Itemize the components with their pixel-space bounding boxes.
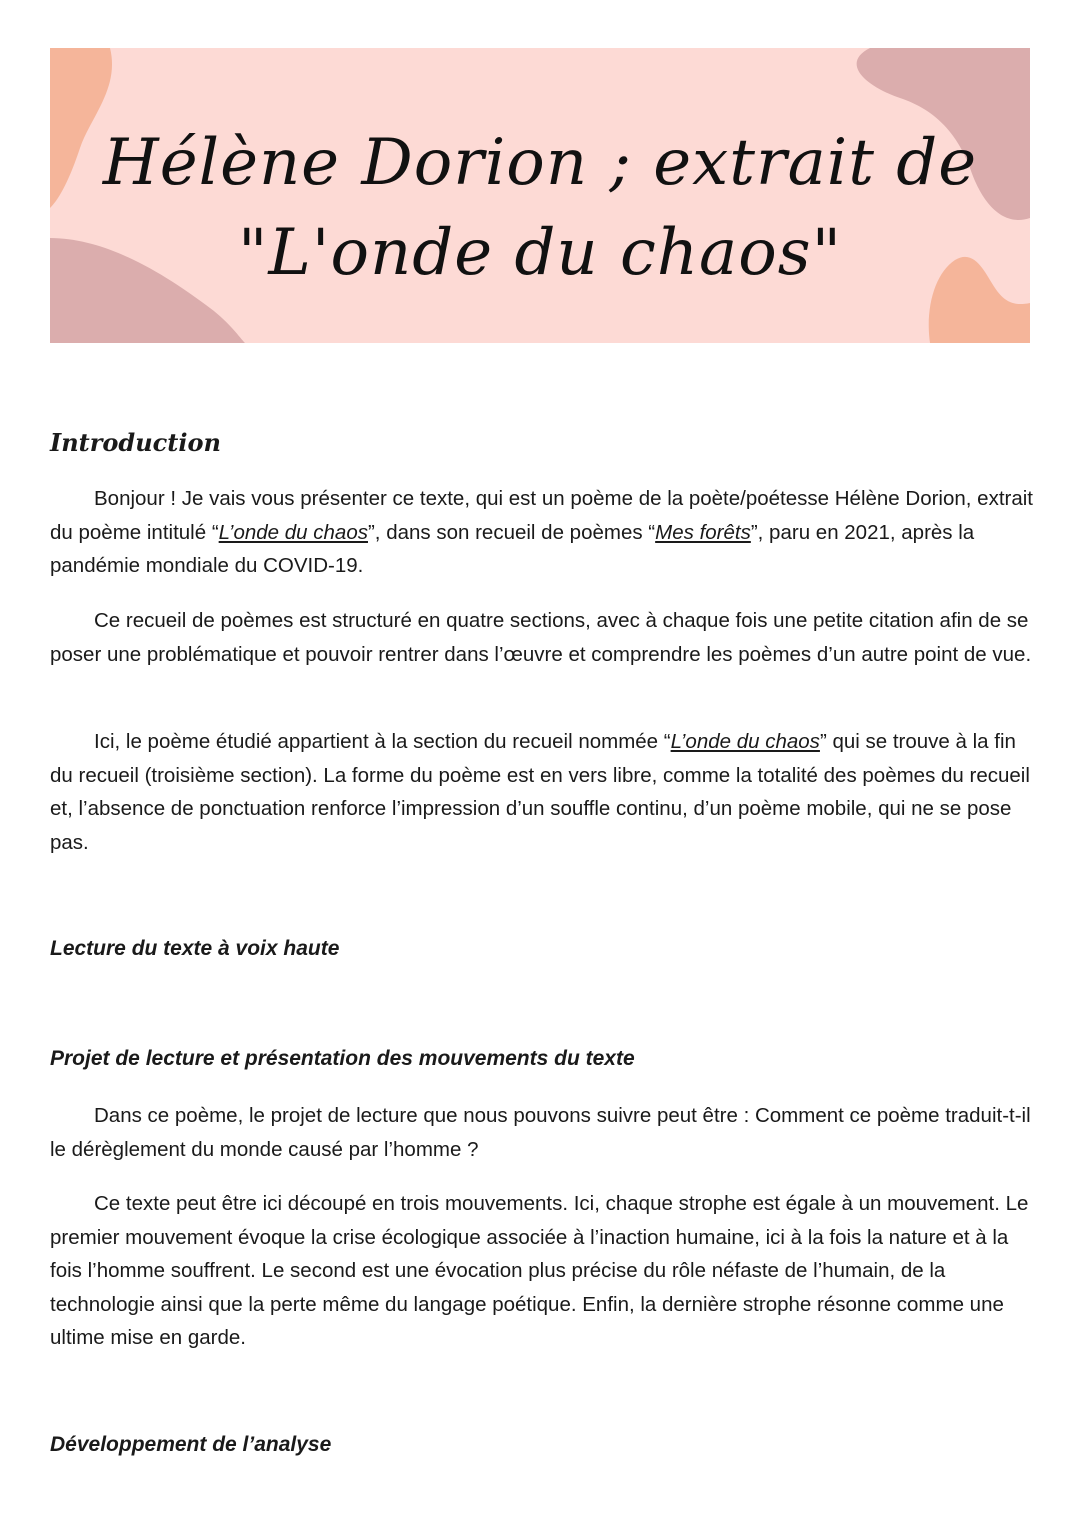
paragraph-projet-1: Dans ce poème, le projet de lecture que nous pouvons suivre peut être : Comment ce poème traduit-t-il le dérèglement du monde causé par l’homme ? — [50, 1104, 1031, 1161]
title-banner — [50, 48, 1030, 343]
text: Ici, le poème étudié appartient à la section du recueil nommée “ — [94, 730, 671, 753]
text: Bonjour ! Je vais vous présenter ce texte, qui est un poème de la poète/poétesse Hélène Dorion, extrait du poème intitulé “ — [50, 487, 1033, 544]
banner-title-line2: "L'onde du chaos" — [237, 216, 843, 290]
paragraph-intro-2: Ce recueil de poèmes est structuré en quatre sections, avec à chaque fois une petite citation afin de se poser une problématique et pouvoir rentrer dans l’œuvre et comprendre les poèmes d’un autre point de vue. — [50, 609, 1032, 666]
banner-title-line1: Hélène Dorion ; extrait de — [102, 126, 978, 200]
heading-introduction: Introduction — [50, 428, 221, 457]
paragraph-intro-1 — [50, 482, 1035, 583]
paragraph-intro-3 — [50, 725, 1035, 859]
text: ”, dans son recueil de poèmes “ — [367, 520, 656, 544]
paragraph-projet-2: Ce texte peut être ici découpé en trois mouvements. Ici, chaque strophe est égale à un mouvement. Le premier mouvement évoque la crise écologique associée à l’inaction humaine, ici à la fois la nature et à la fois l’homme souffrent. Le second est une évocation plus précise du rôle néfaste de l’humain, de la technologie ainsi que la perte même du langage poétique. Enfin, la dernière strophe résonne comme une ultime mise en garde. — [50, 1192, 1029, 1349]
section-title-link: L’onde du chaos — [670, 730, 820, 753]
heading-lecture: Lecture du texte à voix haute — [50, 937, 340, 960]
collection-title-link: Mes forêts — [655, 520, 751, 544]
heading-projet: Projet de lecture et présentation des mouvements du texte — [50, 1047, 635, 1070]
work-title-link: L’onde du chaos — [218, 520, 368, 544]
text: ” qui se trouve à la fin du recueil (troisième section). La forme du poème est en vers libre, comme la totalité des poèmes du recueil et, l’absence de ponctuation renforce l’impression d’un souffle continu, d’un poème mobile, qui ne se pose pas. — [50, 730, 1030, 854]
heading-developpement: Développement de l’analyse — [50, 1433, 332, 1456]
text: ”, paru en 2021, après la pandémie mondiale du COVID-19. — [50, 520, 975, 577]
